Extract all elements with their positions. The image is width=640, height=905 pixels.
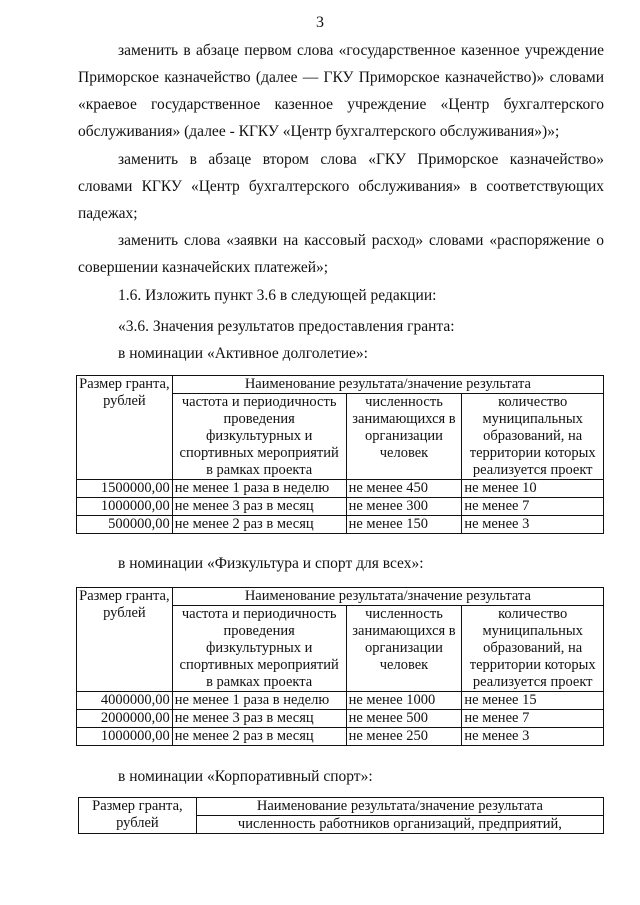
header-grant-size: Размер гранта, рублей <box>79 798 197 834</box>
paragraph-line: заменить слова «заявки на кассовый расход» словами «распоряжение о <box>118 232 604 249</box>
table-cell: не менее 1 раза в неделю <box>172 692 346 710</box>
table-row <box>77 710 604 728</box>
table-cell: не менее 500 <box>346 710 462 728</box>
paragraph-line: совершении казначейских платежей»; <box>78 259 329 276</box>
table-cell: 500000,00 <box>77 516 173 534</box>
page-number: 3 <box>316 14 324 31</box>
header-result-name: Наименование результата/значение результата <box>196 798 603 816</box>
header-frequency: частота и периодичность проведения физкультурных и спортивных мероприятий в рамках проекта <box>172 606 346 692</box>
nomination-heading: в номинации «Корпоративный спорт»: <box>118 768 373 785</box>
table-cell: не менее 3 <box>462 516 604 534</box>
table-cell: не менее 7 <box>462 710 604 728</box>
paragraph-line: обслуживания» (далее - КГКУ «Центр бухгалтерского обслуживания»)»; <box>78 123 560 140</box>
table-cell: не менее 450 <box>346 480 462 498</box>
results-table-1 <box>76 375 604 534</box>
table-row <box>77 498 604 516</box>
table-cell: 2000000,00 <box>77 710 173 728</box>
paragraph-line: заменить в абзаце втором слова «ГКУ Приморское казначейство» <box>118 151 604 168</box>
table-cell: не менее 150 <box>346 516 462 534</box>
nomination-heading: в номинации «Физкультура и спорт для всех»: <box>118 555 424 572</box>
results-table-3 <box>78 797 604 834</box>
table-cell: не менее 7 <box>462 498 604 516</box>
header-participants: численность занимающихся в организации человек <box>346 394 462 480</box>
table-cell: не менее 1 раза в неделю <box>172 480 346 498</box>
table-cell: не менее 2 раз в месяц <box>172 516 346 534</box>
header-municipalities: количество муниципальных образований, на территории которых реализуется проект <box>462 394 604 480</box>
header-grant-size: Размер гранта, рублей <box>77 376 173 480</box>
table-row <box>77 516 604 534</box>
header-result-name: Наименование результата/значение результата <box>172 376 603 394</box>
table-row <box>77 692 604 710</box>
header-result-name: Наименование результата/значение результата <box>172 588 603 606</box>
table-cell: не менее 3 раз в месяц <box>172 710 346 728</box>
header-employee-count: численность работников организаций, предприятий, <box>196 816 603 834</box>
table-cell: не менее 2 раз в месяц <box>172 728 346 746</box>
header-grant-size: Размер гранта, рублей <box>77 588 173 692</box>
paragraph-line: Приморское казначейство (далее — ГКУ Приморское казначейство)» словами <box>78 69 604 86</box>
header-frequency: частота и периодичность проведения физкультурных и спортивных мероприятий в рамках проекта <box>172 394 346 480</box>
table-cell: не менее 15 <box>462 692 604 710</box>
table-cell: 1500000,00 <box>77 480 173 498</box>
paragraph-line: 1.6. Изложить пункт 3.6 в следующей редакции: <box>118 287 437 304</box>
table-row <box>77 480 604 498</box>
results-table-2 <box>76 587 604 746</box>
header-participants: численность занимающихся в организации человек <box>346 606 462 692</box>
table-cell: не менее 1000 <box>346 692 462 710</box>
paragraph-line: «краевое государственное казенное учреждение «Центр бухгалтерского <box>78 96 604 113</box>
table-cell: не менее 3 раз в месяц <box>172 498 346 516</box>
paragraph-line: падежах; <box>78 205 138 222</box>
table-cell: не менее 10 <box>462 480 604 498</box>
table-cell: не менее 3 <box>462 728 604 746</box>
table-cell: не менее 300 <box>346 498 462 516</box>
table-cell: 4000000,00 <box>77 692 173 710</box>
table-cell: 1000000,00 <box>77 498 173 516</box>
table-cell: 1000000,00 <box>77 728 173 746</box>
table-cell: не менее 250 <box>346 728 462 746</box>
nomination-heading: в номинации «Активное долголетие»: <box>118 345 368 362</box>
table-row <box>77 728 604 746</box>
header-municipalities: количество муниципальных образований, на территории которых реализуется проект <box>462 606 604 692</box>
paragraph-line: заменить в абзаце первом слова «государственное казенное учреждение <box>118 42 604 59</box>
paragraph-line: «3.6. Значения результатов предоставления гранта: <box>118 318 455 335</box>
paragraph-line: словами КГКУ «Центр бухгалтерского обслуживания» в соответствующих <box>78 178 604 195</box>
